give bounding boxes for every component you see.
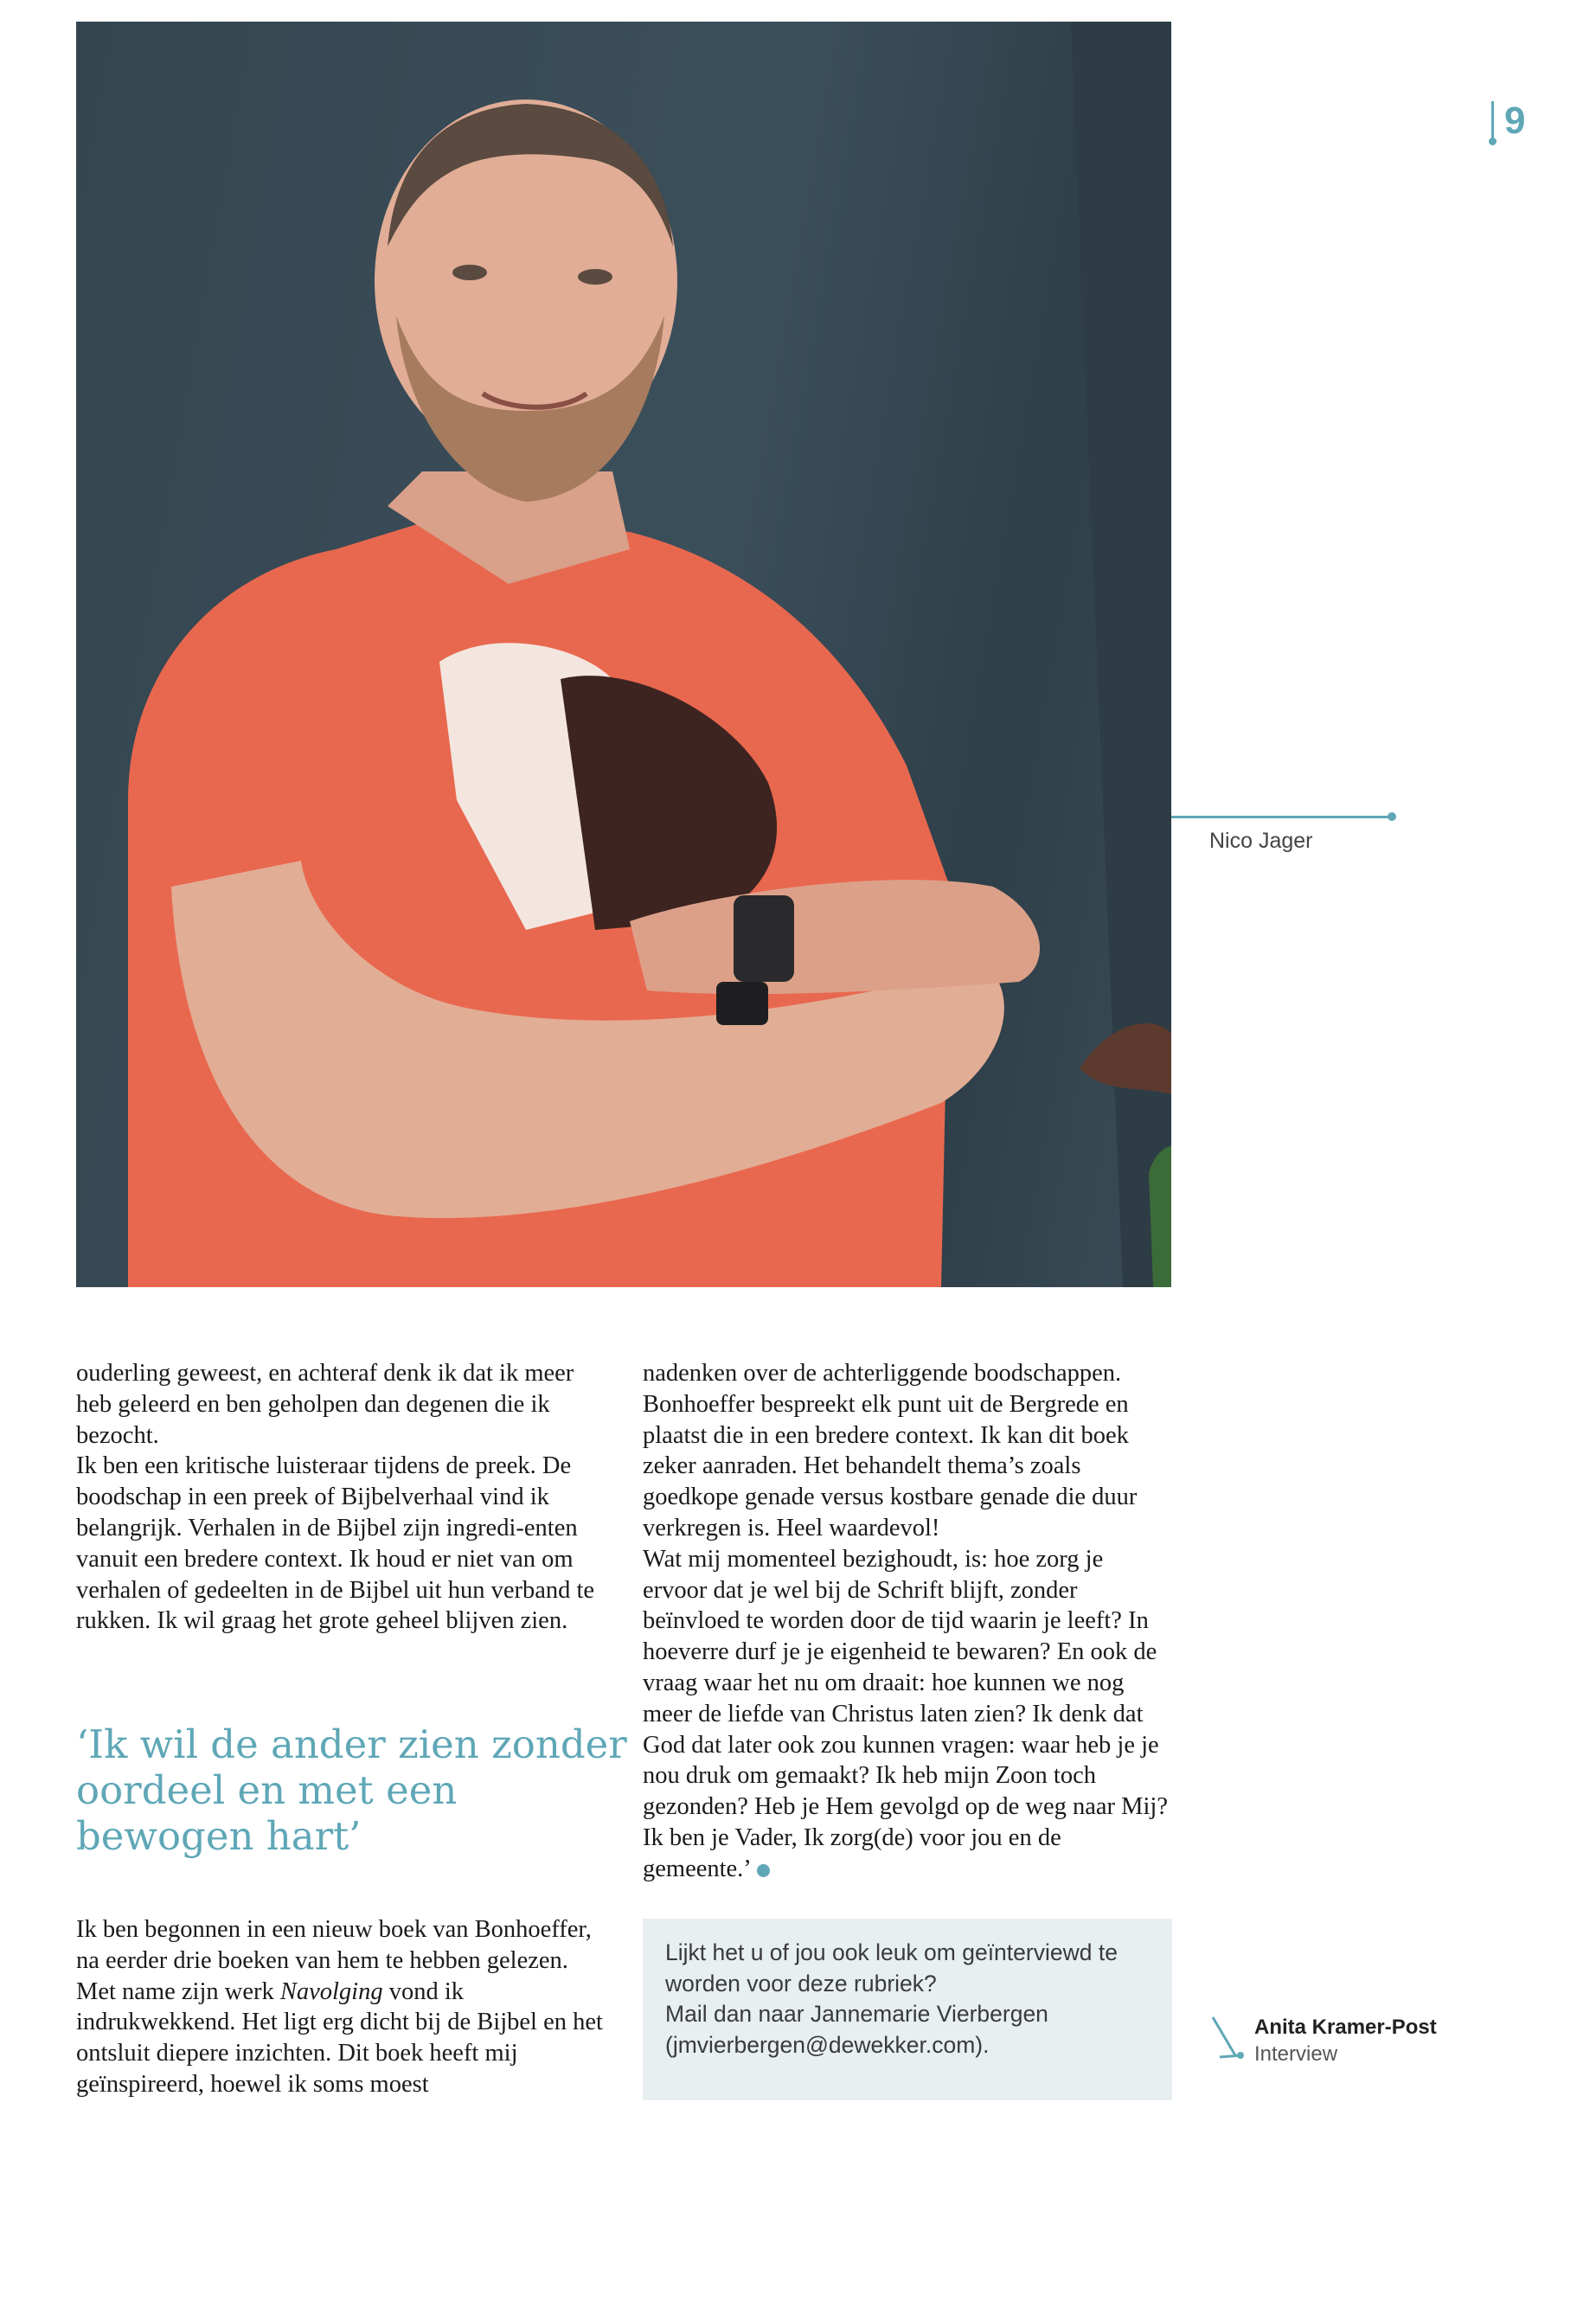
paragraph — [76, 1914, 606, 2100]
infobox-text: Lijkt het u of jou ook leuk om geïnterviewd te worden voor deze rubriek? — [665, 1939, 1118, 1997]
paragraph-text: vond ik indrukwekkend. Het ligt erg dicht bij de Bijbel en het ontsluit diepere inzichten. Dit boek heeft mij geïnspireerd, hoewel ik soms moest — [76, 1977, 603, 2098]
end-mark-icon — [757, 1864, 770, 1877]
contact-infobox — [643, 1919, 1172, 2100]
paragraph — [643, 1544, 1172, 1885]
book-title: Navolging — [279, 1977, 383, 2005]
paragraph-text: Ik ben begonnen in een nieuw boek van Bonhoeffer, na eerder drie boeken van hem te hebben gelezen. Met name zijn werk — [76, 1916, 592, 2005]
author-marker-icon — [1211, 2014, 1249, 2062]
page-number-text: 9 — [1504, 99, 1526, 142]
infobox-mail-text: Mail dan naar Jannemarie Vierbergen (jmvierbergen@dewekker.com). — [665, 2001, 1048, 2058]
pull-quote: ‘Ik wil de ander zien zonder oordeel en met een bewogen hart’ — [76, 1721, 627, 1859]
article-column-2 — [643, 1358, 1172, 1885]
author-name: Anita Kramer-Post — [1254, 2016, 1437, 2039]
page-number — [1491, 97, 1525, 145]
paragraph: Ik ben een kritische luisteraar tijdens de preek. De boodschap in een preek of Bijbelverhaal vind ik belangrijk. Verhalen in de Bijbel zijn ingredi-enten vanuit een bredere context. Ik houd er niet van om verhalen of gedeelten in de Bijbel uit hun verband te rukken. Ik wil graag het grote geheel blijven zien. — [76, 1452, 595, 1635]
caption-line — [1171, 816, 1393, 818]
paragraph: nadenken over de achterliggende boodschappen. Bonhoeffer bespreekt elk punt uit de Bergrede en plaatst die in een bredere context. Ik kan dit boek zeker aanraden. Het behandelt thema’s zoals goedkope genade versus kostbare genade die duur verkregen is. Heel waardevol! — [643, 1360, 1138, 1541]
page-number-marker — [1491, 101, 1494, 141]
author-role: Interview — [1254, 2042, 1338, 2066]
portrait-photo — [76, 22, 1171, 1287]
paragraph: ouderling geweest, en achteraf denk ik dat ik meer heb geleerd en ben geholpen dan degenen die ik bezocht. — [76, 1360, 574, 1449]
paragraph-text: Wat mij momenteel bezighoudt, is: hoe zorg je ervoor dat je wel bij de Schrift blijft, zonder beïnvloed te worden door de tijd waarin je leeft? In hoeverre durf je je eigenheid te bewaren? En ook de vraag waar het nu om draait: hoe kunnen we nog meer de liefde van Christus laten zien? Ik denk dat God dat later ook zou kunnen vragen: waar heb je je nou druk om gemaakt? Ik heb mijn Zoon toch gezonden? Heb je Hem gevolgd op de weg naar Mij? Ik ben je Vader, Ik zorg(de) voor jou en de gemeente.’ — [643, 1545, 1168, 1882]
article-column-1-lower — [76, 1914, 606, 2100]
article-column-1 — [76, 1358, 606, 1637]
portrait-illustration — [76, 22, 1171, 1287]
author-credit — [1211, 2014, 1437, 2067]
photo-caption: Nico Jager — [1209, 829, 1313, 853]
